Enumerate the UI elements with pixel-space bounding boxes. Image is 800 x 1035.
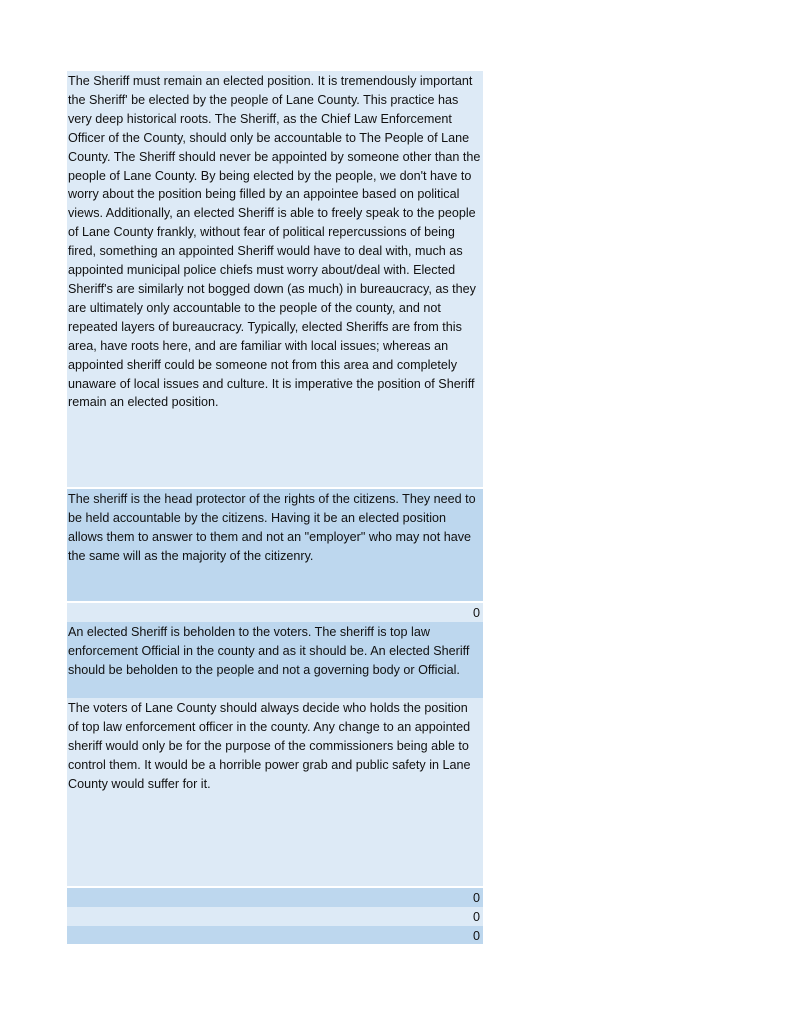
comment-cell: The Sheriff must remain an elected position. It is tremendously important the Sheriff' be elected by the people of Lane County. This practice has very deep historical roots. The Sheriff, as the Chief Law Enforcement Officer of the County, should only be accountable to The People of Lane County. The Sheriff should never be appointed by someone other than the people of Lane County. By being elected by the people, we don't have to worry about the position being filled by an appointee based on political views. Additionally, an elected Sheriff is able to freely speak to the people of Lane County frankly, without fear of political repercussions of being fired, something an appointed Sheriff would have to deal with, much as appointed municipal police chiefs must worry about/deal with. Elected Sheriff's are similarly not bogged down (as much) in bureaucracy, as they are ultimately only accountable to the people of the county, and not repeated layers of bureaucracy. Typically, elected Sheriffs are from this area, have roots here, and are familiar with local issues; whereas an appointed sheriff could be someone not from this area and completely unaware of local issues and culture. It is imperative the position of Sheriff remain an elected position. bbox=[67, 71, 483, 487]
spreadsheet-column bbox=[67, 71, 483, 944]
comment-cell: The voters of Lane County should always decide who holds the position of top law enforcement officer in the county. Any change to an appointed sheriff would only be for the purpose of the commissioners being able to control them. It would be a horrible power grab and public safety in Lane County would suffer for it. bbox=[67, 698, 483, 886]
value-cell: 0 bbox=[67, 926, 483, 944]
value-cell: 0 bbox=[67, 888, 483, 907]
comment-cell: The sheriff is the head protector of the rights of the citizens. They need to be held accountable by the citizens. Having it be an elected position allows them to answer to them and not an "employer" who may not have the same will as the majority of the citizenry. bbox=[67, 489, 483, 601]
value-cell: 0 bbox=[67, 603, 483, 622]
comment-cell: An elected Sheriff is beholden to the voters. The sheriff is top law enforcement Official in the county and as it should be. An elected Sheriff should be beholden to the people and not a governing body or Official. bbox=[67, 622, 483, 698]
value-cell: 0 bbox=[67, 907, 483, 926]
